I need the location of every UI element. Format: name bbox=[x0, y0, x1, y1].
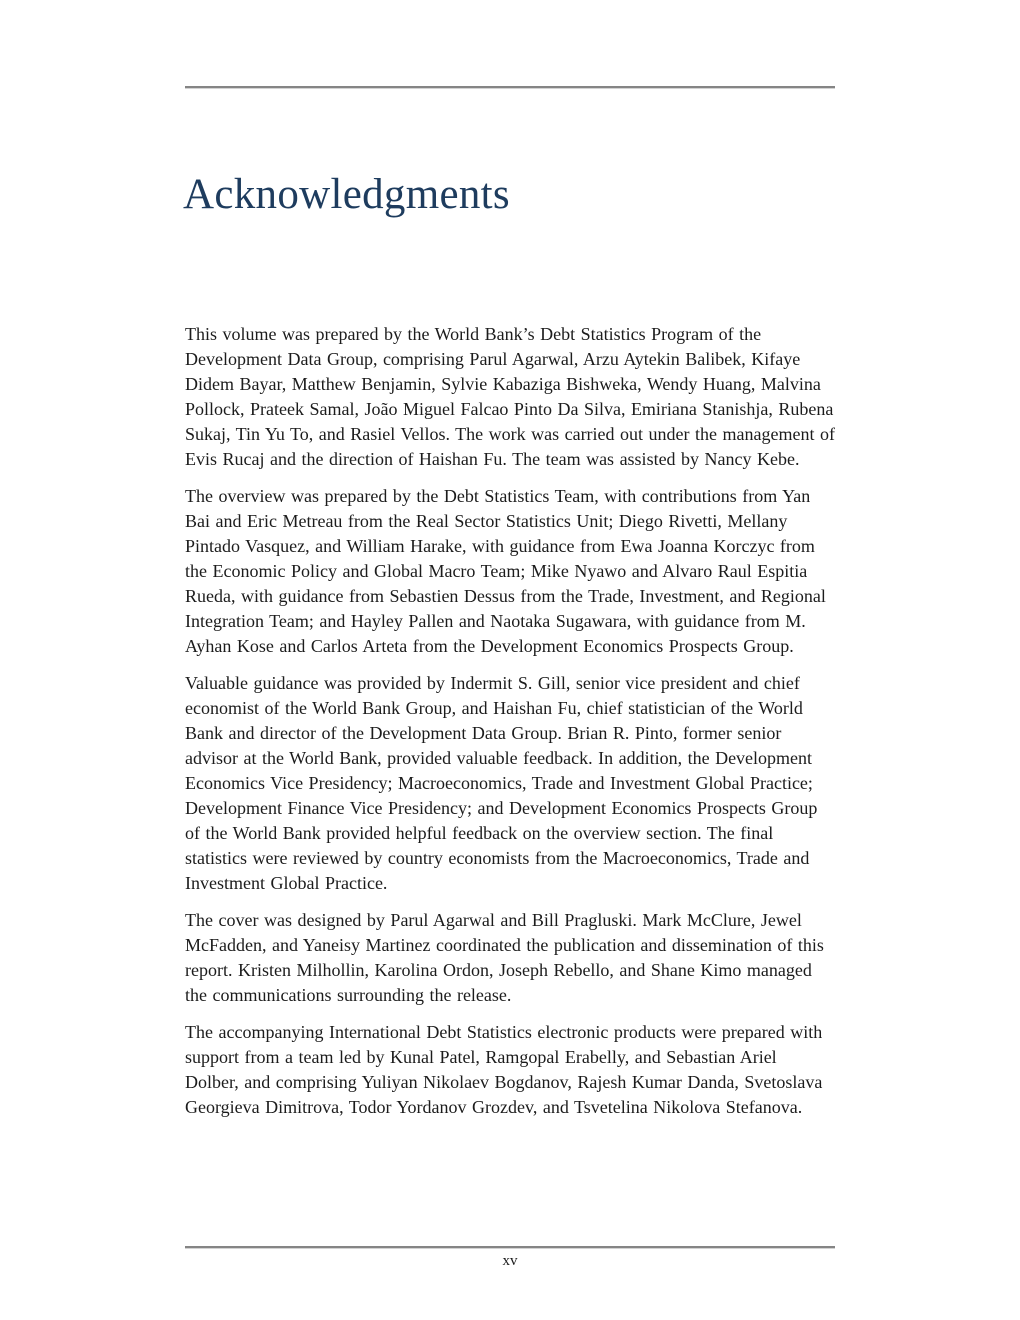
bottom-rule bbox=[185, 1246, 835, 1249]
paragraph-team: This volume was prepared by the World Bank’s Debt Statistics Program of the Development Data Group, comprising Parul Agarwal, Arzu Aytekin Balibek, Kifaye Didem Bayar, Matthew Benjamin, Sylvie Kabaziga Bishweka, Wendy Huang, Malvina Pollock, Prateek Samal, João Miguel Falcao Pinto Da Silva, Emiriana Stanishja, Rubena Sukaj, Tin Yu To, and Rasiel Vellos. The work was carried out under the management of Evis Rucaj and the direction of Haishan Fu. The team was assisted by Nancy Kebe. bbox=[185, 324, 835, 469]
paragraph-guidance: Valuable guidance was provided by Indermit S. Gill, senior vice president and chief economist of the World Bank Group, and Haishan Fu, chief statistician of the World Bank and director of the Development Data Group. Brian R. Pinto, former senior advisor at the World Bank, provided valuable feedback. In addition, the Development Economics Vice Presidency; Macroeconomics, Trade and Investment Global Practice; Development Finance Vice Presidency; and Development Economics Prospects Group of the World Bank provided helpful feedback on the overview section. The final statistics were reviewed by country economists from the Macroeconomics, Trade and Investment Global Practice. bbox=[185, 673, 818, 893]
paragraph-overview: The overview was prepared by the Debt Statistics Team, with contributions from Yan Bai and Eric Metreau from the Real Sector Statistics Unit; Diego Rivetti, Mellany Pintado Vasquez, and William Harake, with guidance from Ewa Joanna Korczyc from the Economic Policy and Global Macro Team; Mike Nyawo and Alvaro Raul Espitia Rueda, with guidance from Sebastien Dessus from the Trade, Investment, and Regional Integration Team; and Hayley Pallen and Naotaka Sugawara, with guidance from M. Ayhan Kose and Carlos Arteta from the Development Economics Prospects Group. bbox=[185, 486, 826, 656]
paragraph-electronic-products: The accompanying International Debt Statistics electronic products were prepared with support from a team led by Kunal Patel, Ramgopal Erabelly, and Sebastian Ariel Dolber, and comprising Yuliyan Nikolaev Bogdanov, Rajesh Kumar Danda, Svetoslava Georgieva Dimitrova, Todor Yordanov Grozdev, and Tsvetelina Nikolova Stefanova. bbox=[185, 1022, 823, 1117]
body-text bbox=[185, 322, 835, 1132]
paragraph-cover: The cover was designed by Parul Agarwal and Bill Pragluski. Mark McClure, Jewel McFadden, and Yaneisy Martinez coordinated the publication and dissemination of this report. Kristen Milhollin, Karolina Ordon, Joseph Rebello, and Shane Kimo managed the communications surrounding the release. bbox=[185, 910, 824, 1005]
top-rule bbox=[185, 86, 835, 89]
page-number: xv bbox=[502, 1253, 518, 1269]
page-title: Acknowledgments bbox=[183, 171, 510, 218]
